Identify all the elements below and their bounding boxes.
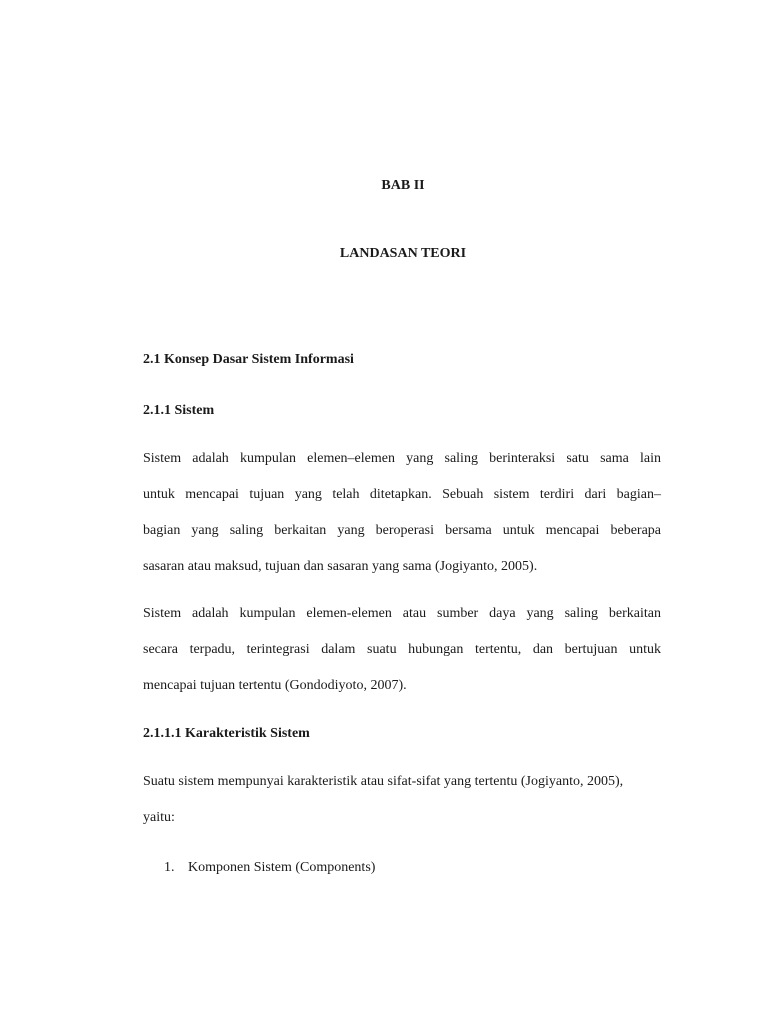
paragraph-line: yaitu: xyxy=(143,810,175,825)
paragraph-line: mencapai tujuan tertentu (Gondodiyoto, 2007). xyxy=(143,678,407,693)
list-item xyxy=(164,860,375,876)
paragraph-karakteristik xyxy=(143,773,661,845)
chapter-title: LANDASAN TEORI xyxy=(339,246,467,261)
paragraph-line: Suatu sistem mempunyai karakteristik atau sifat-sifat yang tertentu (Jogiyanto, 2005), xyxy=(143,774,624,789)
subsection-heading: 2.1.1 Sistem xyxy=(143,403,215,418)
subsubsection-heading: 2.1.1.1 Karakteristik Sistem xyxy=(143,726,310,741)
list-item-text: Komponen Sistem (Components) xyxy=(188,860,376,875)
paragraph-line: Sistem adalah kumpulan elemen–elemen yang saling berinteraksi satu sama lain xyxy=(143,451,661,466)
paragraph-sistem-1 xyxy=(143,450,661,594)
paragraph-line: sasaran atau maksud, tujuan dan sasaran yang sama (Jogiyanto, 2005). xyxy=(143,559,538,574)
paragraph-line: secara terpadu, terintegrasi dalam suatu hubungan tertentu, dan bertujuan untuk xyxy=(143,642,661,657)
paragraph-line: untuk mencapai tujuan yang telah ditetapkan. Sebuah sistem terdiri dari bagian– xyxy=(143,487,661,502)
paragraph-line: bagian yang saling berkaitan yang beroperasi bersama untuk mencapai beberapa xyxy=(143,523,661,538)
paragraph-sistem-2 xyxy=(143,605,661,713)
chapter-number: BAB II xyxy=(381,178,425,193)
list-item-number: 1. xyxy=(164,860,175,875)
section-heading: 2.1 Konsep Dasar Sistem Informasi xyxy=(143,352,354,367)
paragraph-line: Sistem adalah kumpulan elemen-elemen atau sumber daya yang saling berkaitan xyxy=(143,606,661,621)
